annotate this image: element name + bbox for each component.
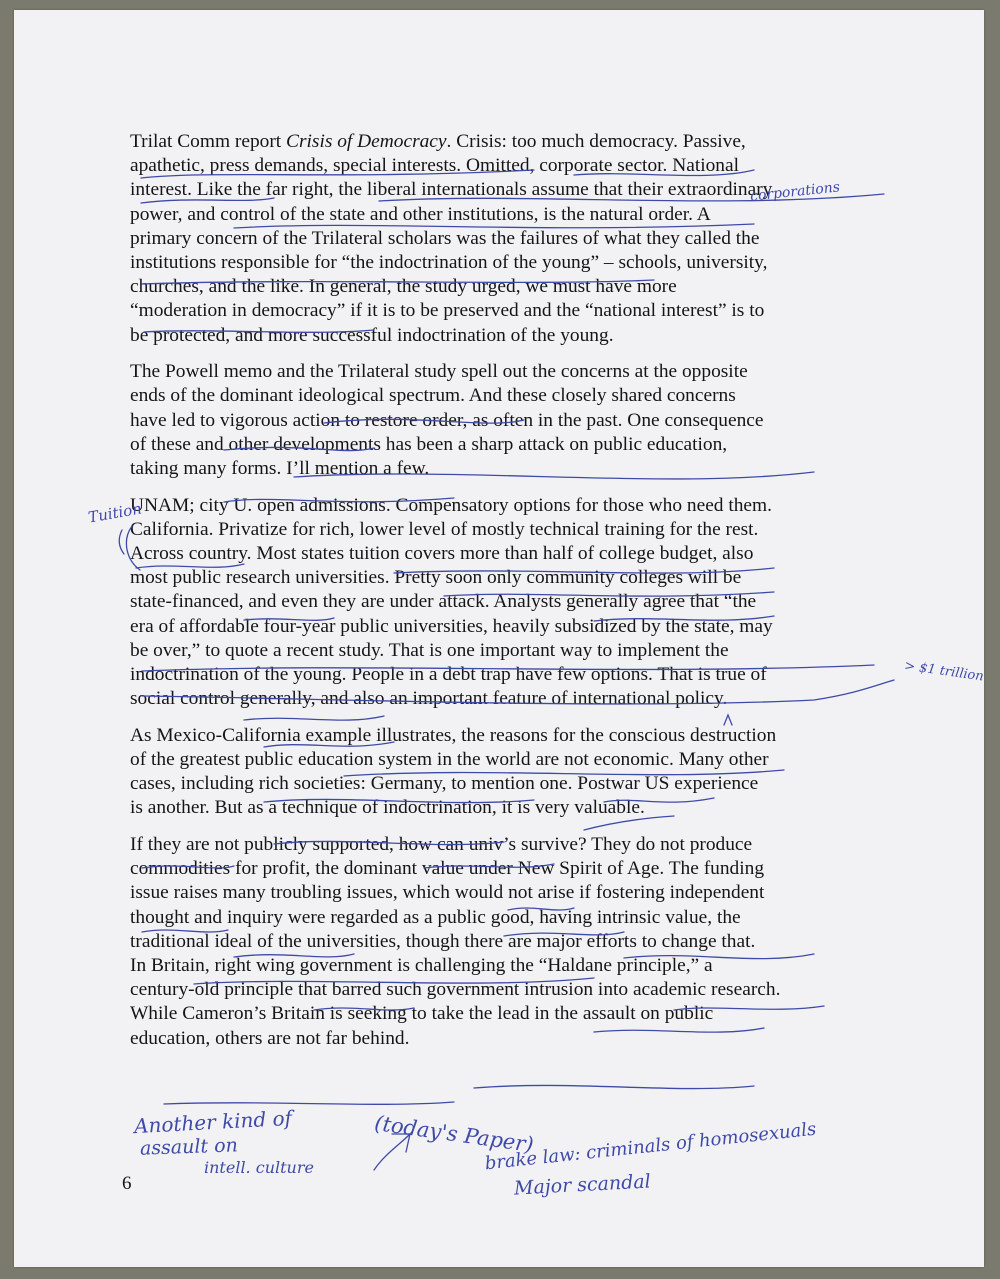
caret-mark bbox=[724, 715, 732, 725]
text-segment: In Britain, right wing government is challenging the “Haldane principle,” a bbox=[130, 955, 713, 976]
text-segment: “moderation in democracy” if it is to be preserved and the “national interest” is to bbox=[130, 300, 765, 322]
note-todays-paper: (today's Paper) bbox=[373, 1110, 536, 1158]
underline-mark bbox=[141, 170, 534, 178]
underline-mark bbox=[394, 568, 774, 573]
text-segment: apathetic, press demands, special interests. Omitted, corporate sector. National bbox=[130, 155, 739, 177]
text-segment: Across country. Most states tuition covers more than half of college budget, also bbox=[130, 543, 754, 564]
underline-mark bbox=[344, 770, 784, 776]
text-segment: Trilat Comm report bbox=[130, 131, 287, 152]
note-trillion: > $1 trillion bbox=[903, 658, 985, 685]
underline-mark bbox=[594, 1028, 764, 1032]
text-segment: thought and inquiry were regarded as a public good, having intrinsic value, the bbox=[130, 906, 741, 928]
underline-mark bbox=[624, 954, 814, 959]
underline-mark bbox=[142, 930, 228, 932]
text-segment: be protected, and more successful indoctrination of the young. bbox=[130, 324, 614, 346]
text-segment: . Crisis: too much democracy. Passive, bbox=[446, 131, 746, 152]
text-segment: century-old principle that barred such government intrusion into academic research. bbox=[130, 979, 781, 1001]
text-segment: If they are not publicly supported, how can univ’s survive? They do not produce bbox=[130, 834, 753, 856]
pen-markings bbox=[14, 10, 984, 1267]
underline-mark bbox=[604, 798, 714, 802]
text-segment: of these and other developments has been a sharp attack on public education, bbox=[130, 433, 728, 455]
underline-mark bbox=[224, 447, 374, 450]
underline-mark bbox=[574, 170, 754, 176]
note-tuition: Tuition bbox=[86, 499, 144, 527]
text-segment: era of affordable four-year public universities, heavily subsidized by the state, may bbox=[130, 615, 773, 637]
text-segment: cases, including rich societies: Germany, to mention one. Postwar US experience bbox=[130, 773, 759, 795]
text-segment: have led to vigorous action to restore order, as often in the past. One consequence bbox=[130, 409, 764, 431]
underline-mark bbox=[234, 224, 754, 228]
underline-mark bbox=[584, 816, 674, 830]
text-segment: primary concern of the Trilateral scholars was the failures of what they called the bbox=[130, 227, 760, 249]
underline-mark bbox=[508, 908, 574, 910]
note-corporations: corporations bbox=[749, 179, 841, 205]
note-another-kind-line3: intell. culture bbox=[204, 1158, 314, 1177]
underline-mark bbox=[294, 472, 814, 479]
text-segment: be over,” to quote a recent study. That is one important way to implement the bbox=[130, 639, 729, 661]
text-segment: commodities for profit, the dominant value under New Spirit of Age. The funding bbox=[130, 858, 765, 880]
underline-mark bbox=[234, 954, 354, 957]
text-segment: UNAM; city U. open admissions. Compensatory options for those who need them. bbox=[130, 494, 772, 516]
underline-mark bbox=[194, 978, 594, 984]
underline-mark bbox=[264, 742, 394, 747]
text-segment: issue raises many troubling issues, which would not arise if fostering independent bbox=[130, 882, 765, 904]
note-brake-law: brake law: criminals of homosexuals bbox=[483, 1118, 818, 1175]
page-number: 6 bbox=[122, 1173, 132, 1194]
underline-mark bbox=[324, 419, 524, 423]
note-another-kind-line2: assault on bbox=[139, 1134, 239, 1160]
underline-mark bbox=[674, 1006, 824, 1010]
text-segment: California. Privatize for rich, lower level of mostly technical training for the rest. bbox=[130, 518, 759, 540]
text-segment: ends of the dominant ideological spectrum. And these closely shared concerns bbox=[130, 385, 736, 407]
underline-mark bbox=[264, 799, 534, 802]
underline-mark bbox=[164, 1102, 454, 1104]
text-segment: education, others are not far behind. bbox=[130, 1027, 410, 1049]
underline-mark bbox=[144, 330, 374, 332]
text-segment: While Cameron’s Britain is seeking to take the lead in the assault on public bbox=[130, 1003, 714, 1025]
underline-mark bbox=[136, 564, 244, 568]
underline-mark bbox=[274, 841, 504, 844]
underline-mark bbox=[474, 1085, 754, 1088]
bracket-mark bbox=[119, 530, 124, 554]
italic-text: Crisis of Democracy bbox=[286, 131, 447, 152]
text-segment: institutions responsible for “the indoctrination of the young” – schools, university, bbox=[130, 251, 768, 273]
underline-mark bbox=[142, 665, 874, 671]
underline-mark bbox=[141, 198, 274, 203]
text-segment: interest. Like the far right, the liberal internationals assume that their extraordinary bbox=[130, 179, 773, 201]
arrow-mark bbox=[374, 1134, 410, 1170]
underline-mark bbox=[224, 498, 454, 502]
document-page bbox=[14, 10, 984, 1267]
underline-mark bbox=[314, 1008, 414, 1010]
text-segment: As Mexico-California example illustrates, the reasons for the conscious destruction bbox=[130, 724, 777, 746]
text-segment: social control generally, and also an important feature of international policy. bbox=[130, 688, 728, 710]
text-segment: is another. But as a technique of indoctrination, it is very valuable. bbox=[130, 797, 645, 819]
note-another-kind-line1: Another kind of bbox=[133, 1105, 293, 1139]
underline-mark bbox=[142, 680, 894, 704]
text-segment: The Powell memo and the Trilateral study spell out the concerns at the opposite bbox=[130, 361, 748, 383]
text-segment: churches, and the like. In general, the study urged, we must have more bbox=[130, 276, 677, 298]
underline-mark bbox=[444, 592, 774, 596]
underline-mark bbox=[142, 280, 654, 284]
underline-mark bbox=[244, 618, 334, 620]
text-segment: of the greatest public education system in the world are not economic. Many other bbox=[130, 749, 769, 770]
underline-mark bbox=[142, 866, 234, 868]
text-segment: traditional ideal of the universities, though there are major efforts to change that. bbox=[130, 930, 756, 952]
underline-mark bbox=[504, 932, 624, 936]
text-segment: power, and control of the state and other institutions, is the natural order. A bbox=[130, 203, 711, 225]
text-segment: indoctrination of the young. People in a debt trap have few options. That is true of bbox=[130, 663, 767, 685]
text-segment: most public research universities. Pretty soon only community colleges will be bbox=[130, 567, 742, 589]
note-major-scandal: Major scandal bbox=[513, 1170, 652, 1200]
underline-mark bbox=[594, 616, 774, 621]
underline-mark bbox=[126, 526, 140, 570]
underline-mark bbox=[244, 716, 384, 720]
text-segment: state-financed, and even they are under attack. Analysts generally agree that “the bbox=[130, 591, 757, 613]
underline-mark bbox=[379, 194, 884, 201]
underline-mark bbox=[424, 864, 554, 868]
text-segment: taking many forms. I’ll mention a few. bbox=[130, 457, 430, 479]
